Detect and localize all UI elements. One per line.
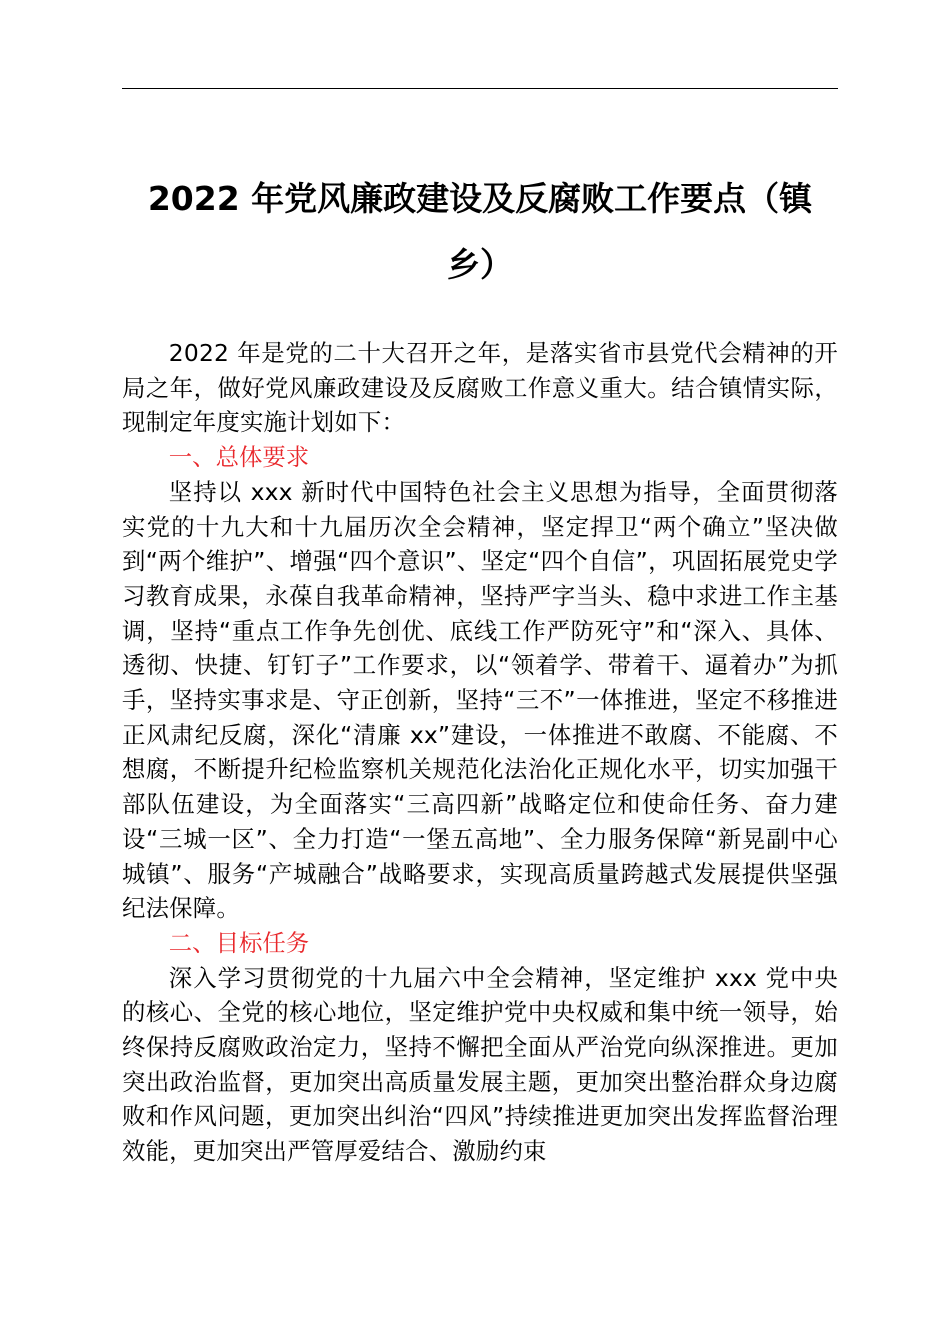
- document-title: [122, 166, 838, 298]
- intro-paragraph: 2022 年是党的二十大召开之年，是落实省市县党代会精神的开局之年，做好党风廉政建设及反腐败工作意义重大。结合镇情实际，现制定年度实施计划如下：: [122, 339, 838, 437]
- document-body: [122, 336, 838, 1169]
- section-heading-general-requirements: 一、总体要求: [168, 443, 310, 472]
- general-requirements-paragraph: 坚持以 xxx 新时代中国特色社会主义思想为指导，全面贯彻落实党的十九大和十九届历次全会精神，坚定捍卫“两个确立”坚决做到“两个维护”、增强“四个意识”、坚定“四个自信”，巩固拓展党史学习教育成果，永葆自我革命精神，坚持严字当头、稳中求进工作主基调，坚持“重点工作争先创优、底线工作严防死守”和“深入、具体、透彻、快捷、钉钉子”工作要求，以“领着学、带着干、逼着办”为抓手，坚持实事求是、守正创新，坚持“三不”一体推进，坚定不移推进正风肃纪反腐，深化“清廉 xx”建设，一体推进不敢腐、不能腐、不想腐，不断提升纪检监察机关规范化法治化正规化水平，切实加强干部队伍建设，为全面落实“三高四新”战略定位和使命任务、奋力建设“三城一区”、全力打造“一堡五高地”、全力服务保障“新晃副中心城镇”、服务“产城融合”战略要求，实现高质量跨越式发展提供坚强纪法保障。: [122, 477, 838, 923]
- title-line-1: 2022 年党风廉政建设及反腐败工作要点（镇: [147, 179, 813, 218]
- header-rule: [122, 88, 838, 89]
- title-line-2: 乡）: [447, 245, 513, 284]
- target-tasks-paragraph: 深入学习贯彻党的十九届六中全会精神，坚定维护 xxx 党中央的核心、全党的核心地位，坚定维护党中央权威和集中统一领导，始终保持反腐败政治定力，坚持不懈把全面从严治党向纵深推进。更加突出政治监督，更加突出高质量发展主题，更加突出整治群众身边腐败和作风问题，更加突出纠治“四风”持续推进更加突出发挥监督治理效能，更加突出严管厚爱结合、激励约束: [122, 963, 838, 1166]
- section-heading-target-tasks: 二、目标任务: [168, 928, 310, 957]
